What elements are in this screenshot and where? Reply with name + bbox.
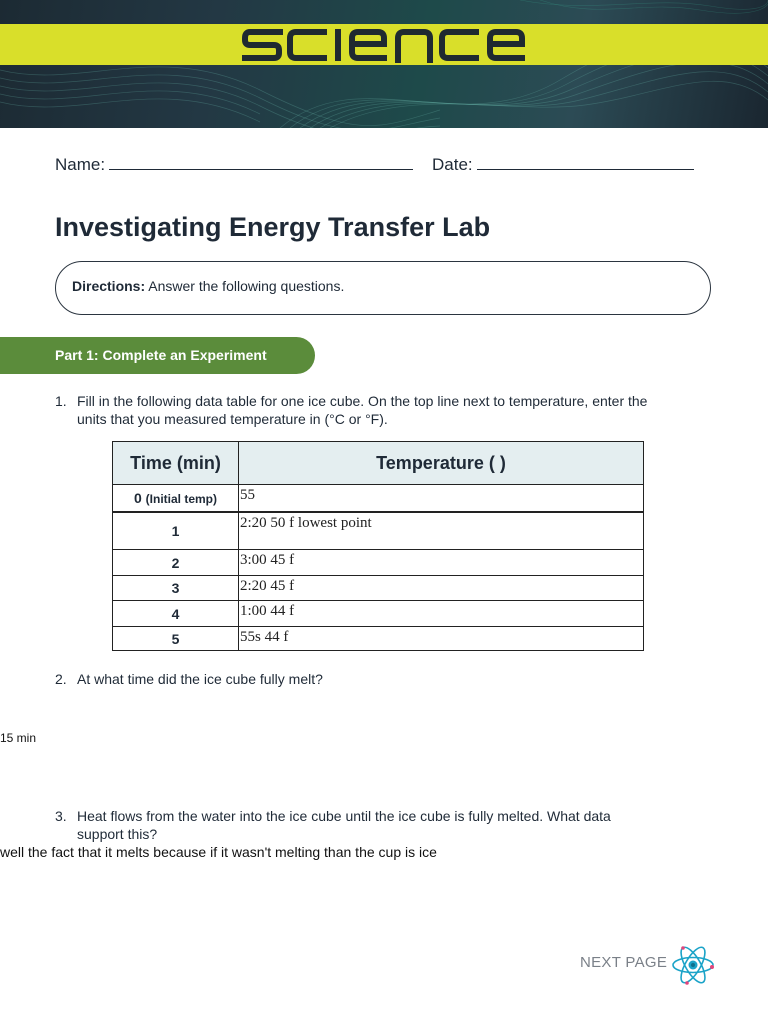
table-row	[113, 550, 644, 576]
table-row	[113, 601, 644, 627]
temperature-cell[interactable]: 55s 44 f	[239, 627, 644, 651]
directions-label: Directions:	[72, 278, 146, 294]
page-title: Investigating Energy Transfer Lab	[55, 212, 491, 242]
table-row	[113, 576, 644, 601]
table-row	[113, 485, 644, 513]
directions-box	[55, 261, 711, 315]
date-field[interactable]	[432, 155, 694, 175]
science-logo	[242, 26, 526, 64]
next-page-link[interactable]: NEXT PAGE	[580, 954, 668, 971]
question-text-line: Heat flows from the water into the ice cube until the ice cube is fully melted. What data	[77, 808, 611, 824]
time-cell: 5	[113, 627, 239, 651]
table-header-row	[113, 442, 644, 485]
temperature-cell[interactable]: 55	[239, 485, 644, 513]
time-note: (Initial temp)	[145, 492, 218, 506]
temperature-cell[interactable]: 2:20 50 f lowest point	[239, 512, 644, 550]
time-cell: 3	[113, 576, 239, 601]
question-text-line: At what time did the ice cube fully melt?	[77, 671, 323, 687]
question-number: 1.	[55, 393, 67, 409]
header-time: Time (min)	[113, 442, 239, 485]
question-3	[55, 807, 611, 843]
directions-text: Answer the following questions.	[148, 278, 345, 294]
date-label: Date:	[432, 155, 473, 174]
date-line[interactable]	[477, 155, 694, 170]
name-label: Name:	[55, 155, 106, 174]
table-row	[113, 627, 644, 651]
answer-q3[interactable]: well the fact that it melts because if it wasn't melting than the cup is ice	[0, 844, 437, 860]
temperature-cell[interactable]: 2:20 45 f	[239, 576, 644, 601]
atom-icon[interactable]	[670, 942, 716, 988]
answer-q2[interactable]: 15 min	[0, 731, 37, 745]
question-number: 2.	[55, 671, 67, 687]
question-text-line: Fill in the following data table for one ice cube. On the top line next to temperature, enter the	[77, 393, 648, 409]
question-2	[55, 670, 323, 688]
time-cell: 1	[113, 512, 239, 550]
temperature-cell[interactable]: 3:00 45 f	[239, 550, 644, 576]
data-table	[112, 441, 644, 651]
time-cell: 2	[113, 550, 239, 576]
name-line[interactable]	[109, 155, 413, 170]
part-heading: Part 1: Complete an Experiment	[0, 337, 315, 374]
question-text-line: support this?	[77, 826, 158, 842]
name-field[interactable]	[55, 155, 413, 175]
question-1	[55, 392, 647, 428]
temperature-cell[interactable]: 1:00 44 f	[239, 601, 644, 627]
time-cell	[113, 485, 239, 513]
time-value: 0	[133, 490, 142, 506]
time-cell: 4	[113, 601, 239, 627]
header-temperature: Temperature ( )	[239, 442, 644, 485]
header-banner	[0, 0, 768, 128]
table-row	[113, 512, 644, 550]
question-text-line: units that you measured temperature in (°C or °F).	[77, 411, 388, 427]
question-number: 3.	[55, 808, 67, 824]
